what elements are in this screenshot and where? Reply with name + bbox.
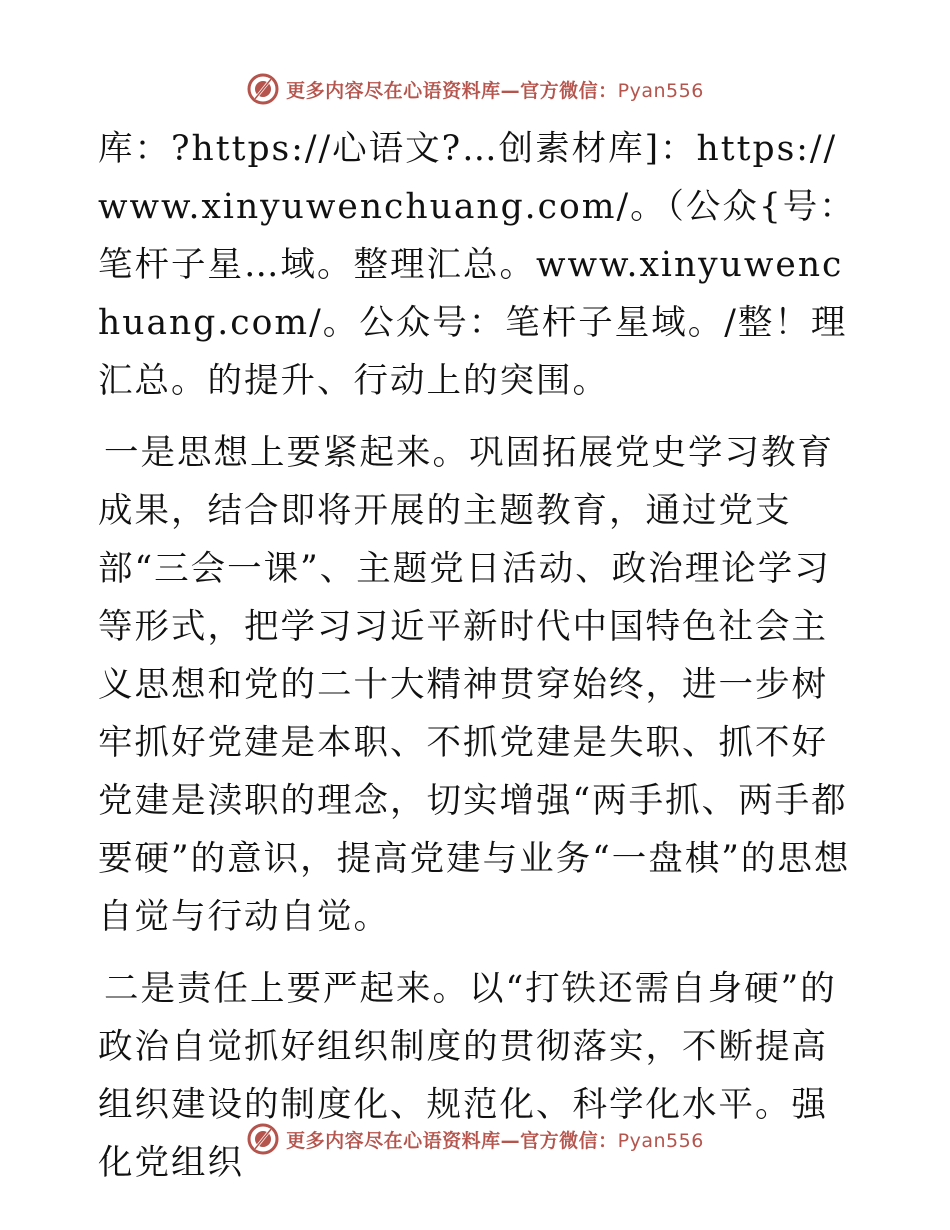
paragraph-3: 二是责任上要严起来。以“打铁还需自身硬”的政治自觉抓好组织制度的贯彻落实，不断提高组织建设的制度化、规范化、科学化水平。强化党组织 <box>98 969 837 1183</box>
page-footer <box>0 1122 950 1156</box>
document-body <box>98 120 858 1206</box>
footer-banner <box>246 1122 704 1156</box>
paragraph-1: 库：?https://心语文?…创素材库]：https://www.xinyuwenchuang.com/。（公众{号：笔杆子星…域。整理汇总。www.xinyuwenchuang.com/。公众号：笔杆子星域。/整！理汇总。的提升、行动上的突围。 <box>98 129 856 401</box>
header-wechat-id: Pyan556 <box>617 79 704 102</box>
header-banner-text: 更多内容尽在心语资料库—官方微信： <box>286 79 618 102</box>
seal-logo-icon <box>246 72 280 106</box>
footer-banner-text: 更多内容尽在心语资料库—官方微信： <box>286 1129 618 1152</box>
paragraph-2: 一是思想上要紧起来。巩固拓展党史学习教育成果，结合即将开展的主题教育，通过党支部“三会一课”、主题党日活动、政治理论学习等形式，把学习习近平新时代中国特色社会主义思想和党的二十大精神贯穿始终，进一步树牢抓好党建是本职、不抓党建是失职、抓不好党建是渎职的理念，切实增强“两手抓、两手都要硬”的意识，提高党建与业务“一盘棋”的思想自觉与行动自觉。 <box>98 433 851 937</box>
seal-logo-icon <box>246 1122 280 1156</box>
header-banner <box>246 72 704 106</box>
footer-wechat-id: Pyan556 <box>617 1129 704 1152</box>
page-header <box>0 72 950 106</box>
